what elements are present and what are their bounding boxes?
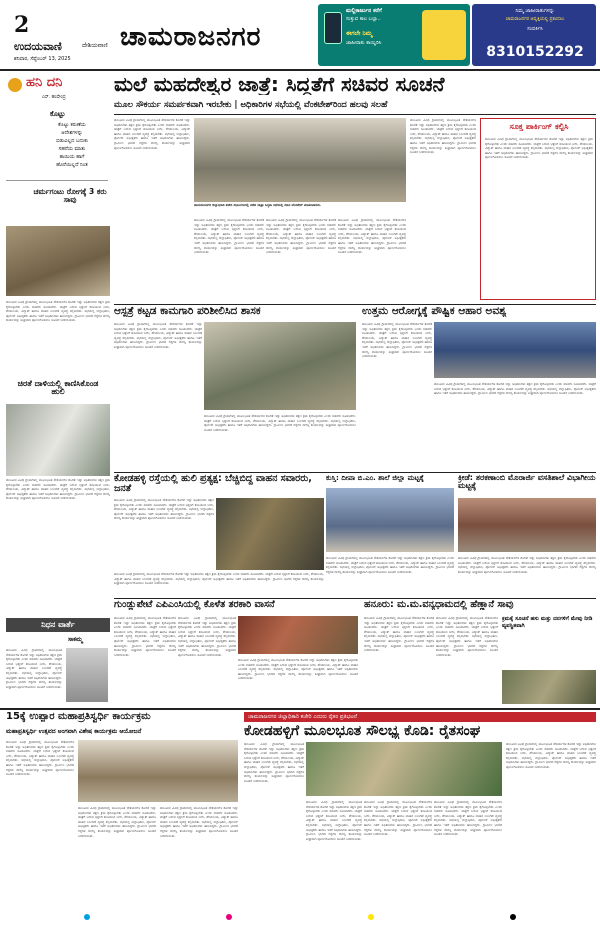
obituary-name: ಸಾಕಮ್ಮ — [68, 636, 83, 643]
parking-body: ತಾಲೂಕಿನ ವಿವಿಧ ಗ್ರಾಮಗಳಲ್ಲಿ ಮೂಲಭೂತ ಸೌಕರ್ಯಗಳ ಕೊರತೆ ಇದ್ದು ಅಧಿಕಾರಿಗಳು ತಕ್ಷಣ ಕ್ರಮ ಕೈಗೊಳ್ಳಬೇಕು ಎಂದು ಸಚಿವರು ಸೂಚಿಸಿದರು. ಜಾತ್ರೆಗೆ ಬರುವ ಭಕ್ತರಿಗೆ ಕುಡಿಯುವ ನೀರು, ಶೌಚಾಲಯ, ವಿದ್ಯುತ್ ಹಾಗೂ ವಾಹನ ನಿಲುಗಡೆ ವ್ಯವಸ್ಥೆ ಕಲ್ಪಿಸಬೇಕು. ಸಭೆಯಲ್ಲಿ ಜಿಲ್ಲಾಧಿಕಾರಿ, ಪೊಲೀಸ್ ಅಧೀಕ್ಷಕರು ಹಾಗೂ ಇತರೆ ಅಧಿಕಾರಿಗಳು ಹಾಜರಿದ್ದರು. ಗ್ರಾಮೀಣ ಭಾಗದ ರಸ್ತೆಗಳ ದುರಸ್ತಿ ಕಾರ್ಯವನ್ನು ಶೀಘ್ರವಾಗಿ ಪೂರ್ಣಗೊಳಿಸಲು ಸೂಚನೆ ನೀಡಲಾಯಿತು. — [485, 137, 593, 160]
registration-dot — [510, 914, 516, 920]
lead-body-col3: ತಾಲೂಕಿನ ವಿವಿಧ ಗ್ರಾಮಗಳಲ್ಲಿ ಮೂಲಭೂತ ಸೌಕರ್ಯಗಳ ಕೊರತೆ ಇದ್ದು ಅಧಿಕಾರಿಗಳು ತಕ್ಷಣ ಕ್ರಮ ಕೈಗೊಳ್ಳಬೇಕು ಎಂದು ಸಚಿವರು ಸೂಚಿಸಿದರು. ಜಾತ್ರೆಗೆ ಬರುವ ಭಕ್ತರಿಗೆ ಕುಡಿಯುವ ನೀರು, ಶೌಚಾಲಯ, ವಿದ್ಯುತ್ ಹಾಗೂ ವಾಹನ ನಿಲುಗಡೆ ವ್ಯವಸ್ಥೆ ಕಲ್ಪಿಸಬೇಕು. ಸಭೆಯಲ್ಲಿ ಜಿಲ್ಲಾಧಿಕಾರಿ, ಪೊಲೀಸ್ ಅಧೀಕ್ಷಕರು ಹಾಗೂ ಇತರೆ ಅಧಿಕಾರಿಗಳು ಹಾಜರಿದ್ದರು. ಗ್ರಾಮೀಣ ಭಾಗದ ರಸ್ತೆಗಳ ದುರಸ್ತಿ ಕಾರ್ಯವನ್ನು ಶೀಘ್ರವಾಗಿ ಪೂರ್ಣಗೊಳಿಸಲು ಸೂಚನೆ ನೀಡಲಾಯಿತು. — [266, 218, 336, 255]
row5-body8: ತಾಲೂಕಿನ ವಿವಿಧ ಗ್ರಾಮಗಳಲ್ಲಿ ಮೂಲಭೂತ ಸೌಕರ್ಯಗಳ ಕೊರತೆ ಇದ್ದು ಅಧಿಕಾರಿಗಳು ತಕ್ಷಣ ಕ್ರಮ ಕೈಗೊಳ್ಳಬೇಕು ಎಂದು ಸಚಿವರು ಸೂಚಿಸಿದರು. ಜಾತ್ರೆಗೆ ಬರುವ ಭಕ್ತರಿಗೆ ಕುಡಿಯುವ ನೀರು, ಶೌಚಾಲಯ, ವಿದ್ಯುತ್ ಹಾಗೂ ವಾಹನ ನಿಲುಗಡೆ ವ್ಯವಸ್ಥೆ ಕಲ್ಪಿಸಬೇಕು. ಸಭೆಯಲ್ಲಿ ಜಿಲ್ಲಾಧಿಕಾರಿ, ಪೊಲೀಸ್ ಅಧೀಕ್ಷಕರು ಹಾಗೂ ಇತರೆ ಅಧಿಕಾರಿಗಳು ಹಾಜರಿದ್ದರು. ಗ್ರಾಮೀಣ ಭಾಗದ ರಸ್ತೆಗಳ ದುರಸ್ತಿ ಕಾರ್ಯವನ್ನು ಶೀಘ್ರವಾಗಿ ಪೂರ್ಣಗೊಳಿಸಲು ಸೂಚನೆ ನೀಡಲಾಯಿತು. — [506, 742, 596, 769]
mid2-body2: ತಾಲೂಕಿನ ವಿವಿಧ ಗ್ರಾಮಗಳಲ್ಲಿ ಮೂಲಭೂತ ಸೌಕರ್ಯಗಳ ಕೊರತೆ ಇದ್ದು ಅಧಿಕಾರಿಗಳು ತಕ್ಷಣ ಕ್ರಮ ಕೈಗೊಳ್ಳಬೇಕು ಎಂದು ಸಚಿವರು ಸೂಚಿಸಿದರು. ಜಾತ್ರೆಗೆ ಬರುವ ಭಕ್ತರಿಗೆ ಕುಡಿಯುವ ನೀರು, ಶೌಚಾಲಯ, ವಿದ್ಯುತ್ ಹಾಗೂ ವಾಹನ ನಿಲುಗಡೆ ವ್ಯವಸ್ಥೆ ಕಲ್ಪಿಸಬೇಕು. ಸಭೆಯಲ್ಲಿ ಜಿಲ್ಲಾಧಿಕಾರಿ, ಪೊಲೀಸ್ ಅಧೀಕ್ಷಕರು ಹಾಗೂ ಇತರೆ ಅಧಿಕಾರಿಗಳು ಹಾಜರಿದ್ದರು. ಗ್ರಾಮೀಣ ಭಾಗದ ರಸ್ತೆಗಳ ದುರಸ್ತಿ ಕಾರ್ಯವನ್ನು ಶೀಘ್ರವಾಗಿ ಪೂರ್ಣಗೊಳಿಸಲು ಸೂಚನೆ ನೀಡಲಾಯಿತು. — [434, 382, 596, 396]
poem-line: ಸಹನೆಯ ಮಾತು — [58, 146, 86, 152]
ad2-line2: ಚಾಮರಾಜನಗರ ಆವೃತ್ತಿಯಲ್ಲಿ ಪ್ರಕಟಿಸಲು — [505, 17, 565, 22]
registration-marks — [84, 914, 516, 924]
mid2-photo — [434, 322, 596, 378]
ad2-line1: ನಿಮ್ಮ ಜಾಹೀರಾತುಗಳನ್ನು — [515, 8, 555, 14]
poem-line: ಬಿಡುವಿಲ್ಲದ ಬದುಕು — [55, 138, 89, 144]
cattle-photo — [6, 226, 110, 296]
ad-phone-number: 8310152292 — [486, 44, 584, 60]
lead-photo-caption: ಚಾಮರಾಜನಗರ ಜಿಲ್ಲಾಧಿಕಾರಿ ಕಚೇರಿ ಸಭಾಂಗಣದಲ್ಲಿ ನಡೆದ ಜಾತ್ರಾ ಸಿದ್ಧತಾ ಸಭೆಯಲ್ಲಿ ಸಚಿವ ವೆಂಕಟೇಶ್ ಮಾತನಾಡಿದರು. — [194, 203, 322, 207]
band2-rule — [114, 304, 596, 305]
row5-kicker: ಚಾಮರಾಜನಗರ ಜಿಲ್ಲಾಧಿಕಾರಿ ಕಚೇರಿ ಎದುರು ರೈತರ ಪ್ರತಿಭಟನೆ — [244, 712, 596, 722]
date-line: ಶನಿವಾರ, ಸೆಪ್ಟೆಂಬರ್ 13, 2025 — [14, 56, 71, 62]
row5-story2: ಕೋಡಹಳ್ಳಿಗೆ ಮೂಲಭೂತ ಸೌಲಭ್ಯ ಕೊಡಿ: ರೈತಸಂಘ — [244, 724, 481, 739]
lead-rule — [114, 114, 596, 115]
ad1-line4: ಜಾಹೀರಾತು ಕಾಯ್ದಿರಿಸಿ — [346, 40, 382, 46]
mid2-headline: ಉತ್ತಮ ಆರೋಗ್ಯಕ್ಕೆ ಪೌಷ್ಟಿಕ ಆಹಾರ ಅವಶ್ಯ — [362, 306, 507, 317]
ad1-line1: ಮಲ್ಲಿಕಾರ್ಜುನ ಕರೆಗೆ — [346, 8, 382, 14]
row4-body1: ತಾಲೂಕಿನ ವಿವಿಧ ಗ್ರಾಮಗಳಲ್ಲಿ ಮೂಲಭೂತ ಸೌಕರ್ಯಗಳ ಕೊರತೆ ಇದ್ದು ಅಧಿಕಾರಿಗಳು ತಕ್ಷಣ ಕ್ರಮ ಕೈಗೊಳ್ಳಬೇಕು ಎಂದು ಸಚಿವರು ಸೂಚಿಸಿದರು. ಜಾತ್ರೆಗೆ ಬರುವ ಭಕ್ತರಿಗೆ ಕುಡಿಯುವ ನೀರು, ಶೌಚಾಲಯ, ವಿದ್ಯುತ್ ಹಾಗೂ ವಾಹನ ನಿಲುಗಡೆ ವ್ಯವಸ್ಥೆ ಕಲ್ಪಿಸಬೇಕು. ಸಭೆಯಲ್ಲಿ ಜಿಲ್ಲಾಧಿಕಾರಿ, ಪೊಲೀಸ್ ಅಧೀಕ್ಷಕರು ಹಾಗೂ ಇತರೆ ಅಧಿಕಾರಿಗಳು ಹಾಜರಿದ್ದರು. ಗ್ರಾಮೀಣ ಭಾಗದ ರಸ್ತೆಗಳ ದುರಸ್ತಿ ಕಾರ್ಯವನ್ನು ಶೀಘ್ರವಾಗಿ ಪೂರ್ಣಗೊಳಿಸಲು ಸೂಚನೆ ನೀಡಲಾಯಿತು. — [114, 616, 176, 657]
band3-rule — [114, 472, 596, 473]
ad-phone-icon — [324, 12, 342, 44]
paper-name: ಉದಯವಾಣಿ — [14, 40, 62, 53]
ad-box-2 — [472, 4, 596, 66]
row5-body6: ತಾಲೂಕಿನ ವಿವಿಧ ಗ್ರಾಮಗಳಲ್ಲಿ ಮೂಲಭೂತ ಸೌಕರ್ಯಗಳ ಕೊರತೆ ಇದ್ದು ಅಧಿಕಾರಿಗಳು ತಕ್ಷಣ ಕ್ರಮ ಕೈಗೊಳ್ಳಬೇಕು ಎಂದು ಸಚಿವರು ಸೂಚಿಸಿದರು. ಜಾತ್ರೆಗೆ ಬರುವ ಭಕ್ತರಿಗೆ ಕುಡಿಯುವ ನೀರು, ಶೌಚಾಲಯ, ವಿದ್ಯುತ್ ಹಾಗೂ ವಾಹನ ನಿಲುಗಡೆ ವ್ಯವಸ್ಥೆ ಕಲ್ಪಿಸಬೇಕು. ಸಭೆಯಲ್ಲಿ ಜಿಲ್ಲಾಧಿಕಾರಿ, ಪೊಲೀಸ್ ಅಧೀಕ್ಷಕರು ಹಾಗೂ ಇತರೆ ಅಧಿಕಾರಿಗಳು ಹಾಜರಿದ್ದರು. ಗ್ರಾಮೀಣ ಭಾಗದ ರಸ್ತೆಗಳ ದುರಸ್ತಿ ಕಾರ್ಯವನ್ನು ಶೀಘ್ರವಾಗಿ ಪೂರ್ಣಗೊಳಿಸಲು ಸೂಚನೆ ನೀಡಲಾಯಿತು. — [364, 800, 432, 837]
quote-box — [502, 616, 596, 668]
masthead-rule — [0, 69, 600, 71]
registration-dot — [368, 914, 374, 920]
protest-photo — [306, 742, 502, 796]
poem-line: ತಾಯಿಯ ಹಾಗೆ — [59, 154, 85, 160]
masthead — [0, 0, 600, 70]
wrestling-photo — [326, 488, 454, 552]
mid1-photo — [204, 322, 356, 410]
row3-body4: ತಾಲೂಕಿನ ವಿವಿಧ ಗ್ರಾಮಗಳಲ್ಲಿ ಮೂಲಭೂತ ಸೌಕರ್ಯಗಳ ಕೊರತೆ ಇದ್ದು ಅಧಿಕಾರಿಗಳು ತಕ್ಷಣ ಕ್ರಮ ಕೈಗೊಳ್ಳಬೇಕು ಎಂದು ಸಚಿವರು ಸೂಚಿಸಿದರು. ಜಾತ್ರೆಗೆ ಬರುವ ಭಕ್ತರಿಗೆ ಕುಡಿಯುವ ನೀರು, ಶೌಚಾಲಯ, ವಿದ್ಯುತ್ ಹಾಗೂ ವಾಹನ ನಿಲುಗಡೆ ವ್ಯವಸ್ಥೆ ಕಲ್ಪಿಸಬೇಕು. ಸಭೆಯಲ್ಲಿ ಜಿಲ್ಲಾಧಿಕಾರಿ, ಪೊಲೀಸ್ ಅಧೀಕ್ಷಕರು ಹಾಗೂ ಇತರೆ ಅಧಿಕಾರಿಗಳು ಹಾಜರಿದ್ದರು. ಗ್ರಾಮೀಣ ಭಾಗದ ರಸ್ತೆಗಳ ದುರಸ್ತಿ ಕಾರ್ಯವನ್ನು ಶೀಘ್ರವಾಗಿ ಪೂರ್ಣಗೊಳಿಸಲು ಸೂಚನೆ ನೀಡಲಾಯಿತು. — [114, 572, 324, 586]
honey-icon — [8, 78, 22, 92]
ad1-line2: ಸುತ್ತುವ ಕಾಲ ಬಲ್ಲಾ.. — [346, 16, 381, 22]
row3-body3: ತಾಲೂಕಿನ ವಿವಿಧ ಗ್ರಾಮಗಳಲ್ಲಿ ಮೂಲಭೂತ ಸೌಕರ್ಯಗಳ ಕೊರತೆ ಇದ್ದು ಅಧಿಕಾರಿಗಳು ತಕ್ಷಣ ಕ್ರಮ ಕೈಗೊಳ್ಳಬೇಕು ಎಂದು ಸಚಿವರು ಸೂಚಿಸಿದರು. ಜಾತ್ರೆಗೆ ಬರುವ ಭಕ್ತರಿಗೆ ಕುಡಿಯುವ ನೀರು, ಶೌಚಾಲಯ, ವಿದ್ಯುತ್ ಹಾಗೂ ವಾಹನ ನಿಲುಗಡೆ ವ್ಯವಸ್ಥೆ ಕಲ್ಪಿಸಬೇಕು. ಸಭೆಯಲ್ಲಿ ಜಿಲ್ಲಾಧಿಕಾರಿ, ಪೊಲೀಸ್ ಅಧೀಕ್ಷಕರು ಹಾಗೂ ಇತರೆ ಅಧಿಕಾರಿಗಳು ಹಾಜರಿದ್ದರು. ಗ್ರಾಮೀಣ ಭಾಗದ ರಸ್ತೆಗಳ ದುರಸ್ತಿ ಕಾರ್ಯವನ್ನು ಶೀಘ್ರವಾಗಿ ಪೂರ್ಣಗೊಳಿಸಲು ಸೂಚನೆ ನೀಡಲಾಯಿತು. — [458, 556, 596, 574]
registration-dot — [226, 914, 232, 920]
tiger-photo — [216, 498, 324, 570]
mid1-headline: ಆಸ್ಪತ್ರೆ ಕಟ್ಟಡ ಕಾಮಗಾರಿ ಪರಿಶೀಲಿಸಿದ ಶಾಸಕ — [114, 306, 261, 317]
ad-box-1 — [318, 4, 470, 66]
honey-divider — [6, 180, 108, 181]
honey-title: ಹನಿ ದನಿ — [26, 76, 63, 90]
row5-story1-sub: ಮಹಾಪ್ರತಿಸ್ವರ್ಧಿ ಉತ್ಸವದ ಅಂಗವಾಗಿ ವಿಶೇಷ ಕಾರ್ಯಕ್ರಮ ಆಯೋಜನೆ — [6, 728, 142, 735]
ad1-line3: ಈಗಲೇ ನಿಮ್ಮ — [346, 30, 373, 37]
lead-subhead: ಮೂಲ ಸೌಕರ್ಯ ಸಮರ್ಪಕವಾಗಿ ಇರಬೇಕು | ಅಧಿಕಾರಿಗಳ ಸಭೆಯಲ್ಲಿ ವೆಂಕಟೇಶ್‌ರಿಂದ ಹಲವು ಸಲಹೆ — [114, 100, 388, 110]
leopard-headline: ಚಿರತೆ ದಾಳಿಯಲ್ಲಿ ಕಾಣಿಸಿಕೊಂಡ ಹುಲಿ — [17, 380, 99, 397]
obituary-title: ನಿಧನ ವಾರ್ತೆ — [6, 618, 110, 632]
elephant-photo — [502, 670, 596, 704]
band5-rule — [0, 708, 600, 710]
row3-story3: ಕ್ರೀಡೆ: ತರಕಣಾಂಬಿ ಮೊರಾರ್ಜಿ ವಸತಿಶಾಲೆ ವಿಭಾಗೀಯ ಮಟ್ಟಕ್ಕೆ — [458, 474, 596, 491]
row5-body1: ತಾಲೂಕಿನ ವಿವಿಧ ಗ್ರಾಮಗಳಲ್ಲಿ ಮೂಲಭೂತ ಸೌಕರ್ಯಗಳ ಕೊರತೆ ಇದ್ದು ಅಧಿಕಾರಿಗಳು ತಕ್ಷಣ ಕ್ರಮ ಕೈಗೊಳ್ಳಬೇಕು ಎಂದು ಸಚಿವರು ಸೂಚಿಸಿದರು. ಜಾತ್ರೆಗೆ ಬರುವ ಭಕ್ತರಿಗೆ ಕುಡಿಯುವ ನೀರು, ಶೌಚಾಲಯ, ವಿದ್ಯುತ್ ಹಾಗೂ ವಾಹನ ನಿಲುಗಡೆ ವ್ಯವಸ್ಥೆ ಕಲ್ಪಿಸಬೇಕು. ಸಭೆಯಲ್ಲಿ ಜಿಲ್ಲಾಧಿಕಾರಿ, ಪೊಲೀಸ್ ಅಧೀಕ್ಷಕರು ಹಾಗೂ ಇತರೆ ಅಧಿಕಾರಿಗಳು ಹಾಜರಿದ್ದರು. ಗ್ರಾಮೀಣ ಭಾಗದ ರಸ್ತೆಗಳ ದುರಸ್ತಿ ಕಾರ್ಯವನ್ನು ಶೀಘ್ರವಾಗಿ ಪೂರ್ಣಗೊಳಿಸಲು ಸೂಚನೆ ನೀಡಲಾಯಿತು. — [6, 740, 74, 777]
leopard-story — [6, 380, 110, 580]
ad-badge — [422, 10, 466, 60]
parking-box — [480, 118, 596, 300]
apmc-photo — [238, 616, 358, 654]
sports-photo — [458, 498, 596, 552]
row3-story2: ಕುಸ್ತಿ: ದೀಪಾ ಬಿ.ಎಂ. ಶಾಲೆ ಜಿಲ್ಲಾ ಮಟ್ಟಕ್ಕೆ — [326, 474, 424, 482]
lead-body-col4: ತಾಲೂಕಿನ ವಿವಿಧ ಗ್ರಾಮಗಳಲ್ಲಿ ಮೂಲಭೂತ ಸೌಕರ್ಯಗಳ ಕೊರತೆ ಇದ್ದು ಅಧಿಕಾರಿಗಳು ತಕ್ಷಣ ಕ್ರಮ ಕೈಗೊಳ್ಳಬೇಕು ಎಂದು ಸಚಿವರು ಸೂಚಿಸಿದರು. ಜಾತ್ರೆಗೆ ಬರುವ ಭಕ್ತರಿಗೆ ಕುಡಿಯುವ ನೀರು, ಶೌಚಾಲಯ, ವಿದ್ಯುತ್ ಹಾಗೂ ವಾಹನ ನಿಲುಗಡೆ ವ್ಯವಸ್ಥೆ ಕಲ್ಪಿಸಬೇಕು. ಸಭೆಯಲ್ಲಿ ಜಿಲ್ಲಾಧಿಕಾರಿ, ಪೊಲೀಸ್ ಅಧೀಕ್ಷಕರು ಹಾಗೂ ಇತರೆ ಅಧಿಕಾರಿಗಳು ಹಾಜರಿದ್ದರು. ಗ್ರಾಮೀಣ ಭಾಗದ ರಸ್ತೆಗಳ ದುರಸ್ತಿ ಕಾರ್ಯವನ್ನು ಶೀಘ್ರವಾಗಿ ಪೂರ್ಣಗೊಳಿಸಲು ಸೂಚನೆ ನೀಡಲಾಯಿತು. — [338, 218, 406, 255]
event-photo — [78, 740, 238, 802]
row5-body4: ತಾಲೂಕಿನ ವಿವಿಧ ಗ್ರಾಮಗಳಲ್ಲಿ ಮೂಲಭೂತ ಸೌಕರ್ಯಗಳ ಕೊರತೆ ಇದ್ದು ಅಧಿಕಾರಿಗಳು ತಕ್ಷಣ ಕ್ರಮ ಕೈಗೊಳ್ಳಬೇಕು ಎಂದು ಸಚಿವರು ಸೂಚಿಸಿದರು. ಜಾತ್ರೆಗೆ ಬರುವ ಭಕ್ತರಿಗೆ ಕುಡಿಯುವ ನೀರು, ಶೌಚಾಲಯ, ವಿದ್ಯುತ್ ಹಾಗೂ ವಾಹನ ನಿಲುಗಡೆ ವ್ಯವಸ್ಥೆ ಕಲ್ಪಿಸಬೇಕು. ಸಭೆಯಲ್ಲಿ ಜಿಲ್ಲಾಧಿಕಾರಿ, ಪೊಲೀಸ್ ಅಧೀಕ್ಷಕರು ಹಾಗೂ ಇತರೆ ಅಧಿಕಾರಿಗಳು ಹಾಜರಿದ್ದರು. ಗ್ರಾಮೀಣ ಭಾಗದ ರಸ್ತೆಗಳ ದುರಸ್ತಿ ಕಾರ್ಯವನ್ನು ಶೀಘ್ರವಾಗಿ ಪೂರ್ಣಗೊಳಿಸಲು ಸೂಚನೆ ನೀಡಲಾಯಿತು. — [244, 742, 304, 783]
band4-rule — [114, 598, 596, 599]
row3-body1: ತಾಲೂಕಿನ ವಿವಿಧ ಗ್ರಾಮಗಳಲ್ಲಿ ಮೂಲಭೂತ ಸೌಕರ್ಯಗಳ ಕೊರತೆ ಇದ್ದು ಅಧಿಕಾರಿಗಳು ತಕ್ಷಣ ಕ್ರಮ ಕೈಗೊಳ್ಳಬೇಕು ಎಂದು ಸಚಿವರು ಸೂಚಿಸಿದರು. ಜಾತ್ರೆಗೆ ಬರುವ ಭಕ್ತರಿಗೆ ಕುಡಿಯುವ ನೀರು, ಶೌಚಾಲಯ, ವಿದ್ಯುತ್ ಹಾಗೂ ವಾಹನ ನಿಲುಗಡೆ ವ್ಯವಸ್ಥೆ ಕಲ್ಪಿಸಬೇಕು. ಸಭೆಯಲ್ಲಿ ಜಿಲ್ಲಾಧಿಕಾರಿ, ಪೊಲೀಸ್ ಅಧೀಕ್ಷಕರು ಹಾಗೂ ಇತರೆ ಅಧಿಕಾರಿಗಳು ಹಾಜರಿದ್ದರು. ಗ್ರಾಮೀಣ ಭಾಗದ ರಸ್ತೆಗಳ ದುರಸ್ತಿ ಕಾರ್ಯವನ್ನು ಶೀಘ್ರವಾಗಿ ಪೂರ್ಣಗೊಳಿಸಲು ಸೂಚನೆ ನೀಡಲಾಯಿತು. — [114, 498, 214, 521]
row4-story1: ಗುಂಡ್ಲುಪೇಟೆ ಎಪಿಎಂಸಿಯಲ್ಲಿ ಕೊಳೆತ ತರಕಾರಿ ವಾಸನೆ — [114, 600, 275, 610]
lead-photo — [194, 118, 406, 202]
row4-body2: ತಾಲೂಕಿನ ವಿವಿಧ ಗ್ರಾಮಗಳಲ್ಲಿ ಮೂಲಭೂತ ಸೌಕರ್ಯಗಳ ಕೊರತೆ ಇದ್ದು ಅಧಿಕಾರಿಗಳು ತಕ್ಷಣ ಕ್ರಮ ಕೈಗೊಳ್ಳಬೇಕು ಎಂದು ಸಚಿವರು ಸೂಚಿಸಿದರು. ಜಾತ್ರೆಗೆ ಬರುವ ಭಕ್ತರಿಗೆ ಕುಡಿಯುವ ನೀರು, ಶೌಚಾಲಯ, ವಿದ್ಯುತ್ ಹಾಗೂ ವಾಹನ ನಿಲುಗಡೆ ವ್ಯವಸ್ಥೆ ಕಲ್ಪಿಸಬೇಕು. ಸಭೆಯಲ್ಲಿ ಜಿಲ್ಲಾಧಿಕಾರಿ, ಪೊಲೀಸ್ ಅಧೀಕ್ಷಕರು ಹಾಗೂ ಇತರೆ ಅಧಿಕಾರಿಗಳು ಹಾಜರಿದ್ದರು. ಗ್ರಾಮೀಣ ಭಾಗದ ರಸ್ತೆಗಳ ದುರಸ್ತಿ ಕಾರ್ಯವನ್ನು ಶೀಘ್ರವಾಗಿ ಪೂರ್ಣಗೊಳಿಸಲು ಸೂಚನೆ ನೀಡಲಾಯಿತು. — [178, 616, 236, 657]
poem-title: ಕೊಟ್ಟು — [50, 110, 66, 118]
left-story-body: ತಾಲೂಕಿನ ವಿವಿಧ ಗ್ರಾಮಗಳಲ್ಲಿ ಮೂಲಭೂತ ಸೌಕರ್ಯಗಳ ಕೊರತೆ ಇದ್ದು ಅಧಿಕಾರಿಗಳು ತಕ್ಷಣ ಕ್ರಮ ಕೈಗೊಳ್ಳಬೇಕು ಎಂದು ಸಚಿವರು ಸೂಚಿಸಿದರು. ಜಾತ್ರೆಗೆ ಬರುವ ಭಕ್ತರಿಗೆ ಕುಡಿಯುವ ನೀರು, ಶೌಚಾಲಯ, ವಿದ್ಯುತ್ ಹಾಗೂ ವಾಹನ ನಿಲುಗಡೆ ವ್ಯವಸ್ಥೆ ಕಲ್ಪಿಸಬೇಕು. ಸಭೆಯಲ್ಲಿ ಜಿಲ್ಲಾಧಿಕಾರಿ, ಪೊಲೀಸ್ ಅಧೀಕ್ಷಕರು ಹಾಗೂ ಇತರೆ ಅಧಿಕಾರಿಗಳು ಹಾಜರಿದ್ದರು. ಗ್ರಾಮೀಣ ಭಾಗದ ರಸ್ತೆಗಳ ದುರಸ್ತಿ ಕಾರ್ಯವನ್ನು ಶೀಘ್ರವಾಗಿ ಪೂರ್ಣಗೊಳಿಸಲು ಸೂಚನೆ ನೀಡಲಾಯಿತು. — [6, 300, 110, 323]
mid1-body2: ತಾಲೂಕಿನ ವಿವಿಧ ಗ್ರಾಮಗಳಲ್ಲಿ ಮೂಲಭೂತ ಸೌಕರ್ಯಗಳ ಕೊರತೆ ಇದ್ದು ಅಧಿಕಾರಿಗಳು ತಕ್ಷಣ ಕ್ರಮ ಕೈಗೊಳ್ಳಬೇಕು ಎಂದು ಸಚಿವರು ಸೂಚಿಸಿದರು. ಜಾತ್ರೆಗೆ ಬರುವ ಭಕ್ತರಿಗೆ ಕುಡಿಯುವ ನೀರು, ಶೌಚಾಲಯ, ವಿದ್ಯುತ್ ಹಾಗೂ ವಾಹನ ನಿಲುಗಡೆ ವ್ಯವಸ್ಥೆ ಕಲ್ಪಿಸಬೇಕು. ಸಭೆಯಲ್ಲಿ ಜಿಲ್ಲಾಧಿಕಾರಿ, ಪೊಲೀಸ್ ಅಧೀಕ್ಷಕರು ಹಾಗೂ ಇತರೆ ಅಧಿಕಾರಿಗಳು ಹಾಜರಿದ್ದರು. ಗ್ರಾಮೀಣ ಭಾಗದ ರಸ್ತೆಗಳ ದುರಸ್ತಿ ಕಾರ್ಯವನ್ನು ಶೀಘ್ರವಾಗಿ ಪೂರ್ಣಗೊಳಿಸಲು ಸೂಚನೆ ನೀಡಲಾಯಿತು. — [204, 414, 356, 432]
honey-byline: ಎಸ್. ಹಂಸೇಂದ್ರ — [42, 95, 66, 100]
leopard-photo — [6, 404, 110, 476]
row4-body4: ತಾಲೂಕಿನ ವಿವಿಧ ಗ್ರಾಮಗಳಲ್ಲಿ ಮೂಲಭೂತ ಸೌಕರ್ಯಗಳ ಕೊರತೆ ಇದ್ದು ಅಧಿಕಾರಿಗಳು ತಕ್ಷಣ ಕ್ರಮ ಕೈಗೊಳ್ಳಬೇಕು ಎಂದು ಸಚಿವರು ಸೂಚಿಸಿದರು. ಜಾತ್ರೆಗೆ ಬರುವ ಭಕ್ತರಿಗೆ ಕುಡಿಯುವ ನೀರು, ಶೌಚಾಲಯ, ವಿದ್ಯುತ್ ಹಾಗೂ ವಾಹನ ನಿಲುಗಡೆ ವ್ಯವಸ್ಥೆ ಕಲ್ಪಿಸಬೇಕು. ಸಭೆಯಲ್ಲಿ ಜಿಲ್ಲಾಧಿಕಾರಿ, ಪೊಲೀಸ್ ಅಧೀಕ್ಷಕರು ಹಾಗೂ ಇತರೆ ಅಧಿಕಾರಿಗಳು ಹಾಜರಿದ್ದರು. ಗ್ರಾಮೀಣ ಭಾಗದ ರಸ್ತೆಗಳ ದುರಸ್ತಿ ಕಾರ್ಯವನ್ನು ಶೀಘ್ರವಾಗಿ ಪೂರ್ಣಗೊಳಿಸಲು ಸೂಚನೆ ನೀಡಲಾಯಿತು. — [364, 616, 434, 653]
lead-body-col2: ತಾಲೂಕಿನ ವಿವಿಧ ಗ್ರಾಮಗಳಲ್ಲಿ ಮೂಲಭೂತ ಸೌಕರ್ಯಗಳ ಕೊರತೆ ಇದ್ದು ಅಧಿಕಾರಿಗಳು ತಕ್ಷಣ ಕ್ರಮ ಕೈಗೊಳ್ಳಬೇಕು ಎಂದು ಸಚಿವರು ಸೂಚಿಸಿದರು. ಜಾತ್ರೆಗೆ ಬರುವ ಭಕ್ತರಿಗೆ ಕುಡಿಯುವ ನೀರು, ಶೌಚಾಲಯ, ವಿದ್ಯುತ್ ಹಾಗೂ ವಾಹನ ನಿಲುಗಡೆ ವ್ಯವಸ್ಥೆ ಕಲ್ಪಿಸಬೇಕು. ಸಭೆಯಲ್ಲಿ ಜಿಲ್ಲಾಧಿಕಾರಿ, ಪೊಲೀಸ್ ಅಧೀಕ್ಷಕರು ಹಾಗೂ ಇತರೆ ಅಧಿಕಾರಿಗಳು ಹಾಜರಿದ್ದರು. ಗ್ರಾಮೀಣ ಭಾಗದ ರಸ್ತೆಗಳ ದುರಸ್ತಿ ಕಾರ್ಯವನ್ನು ಶೀಘ್ರವಾಗಿ ಪೂರ್ಣಗೊಳಿಸಲು ಸೂಚನೆ ನೀಡಲಾಯಿತು. — [194, 218, 264, 255]
poem-line: ಹೊರೆಯಿಲ್ಲದೆ ನಿಂತ — [56, 162, 88, 168]
row3-body2: ತಾಲೂಕಿನ ವಿವಿಧ ಗ್ರಾಮಗಳಲ್ಲಿ ಮೂಲಭೂತ ಸೌಕರ್ಯಗಳ ಕೊರತೆ ಇದ್ದು ಅಧಿಕಾರಿಗಳು ತಕ್ಷಣ ಕ್ರಮ ಕೈಗೊಳ್ಳಬೇಕು ಎಂದು ಸಚಿವರು ಸೂಚಿಸಿದರು. ಜಾತ್ರೆಗೆ ಬರುವ ಭಕ್ತರಿಗೆ ಕುಡಿಯುವ ನೀರು, ಶೌಚಾಲಯ, ವಿದ್ಯುತ್ ಹಾಗೂ ವಾಹನ ನಿಲುಗಡೆ ವ್ಯವಸ್ಥೆ ಕಲ್ಪಿಸಬೇಕು. ಸಭೆಯಲ್ಲಿ ಜಿಲ್ಲಾಧಿಕಾರಿ, ಪೊಲೀಸ್ ಅಧೀಕ್ಷಕರು ಹಾಗೂ ಇತರೆ ಅಧಿಕಾರಿಗಳು ಹಾಜರಿದ್ದರು. ಗ್ರಾಮೀಣ ಭಾಗದ ರಸ್ತೆಗಳ ದುರಸ್ತಿ ಕಾರ್ಯವನ್ನು ಶೀಘ್ರವಾಗಿ ಪೂರ್ಣಗೊಳಿಸಲು ಸೂಚನೆ ನೀಡಲಾಯಿತು. — [326, 556, 454, 574]
parking-title: ಸೂಕ್ತ ಪಾರ್ಕಿಂಗ್ ಕಲ್ಪಿಸಿ — [509, 123, 569, 131]
ad2-line3: ಸಂಪರ್ಕಿಸಿ — [527, 26, 543, 32]
row4-story2: ಹನೂರು: ಮ.ಮ.ವನ್ಯಧಾಮದಲ್ಲಿ ಹೆಣ್ಣಾನೆ ಸಾವು — [364, 600, 514, 610]
row4-body3: ತಾಲೂಕಿನ ವಿವಿಧ ಗ್ರಾಮಗಳಲ್ಲಿ ಮೂಲಭೂತ ಸೌಕರ್ಯಗಳ ಕೊರತೆ ಇದ್ದು ಅಧಿಕಾರಿಗಳು ತಕ್ಷಣ ಕ್ರಮ ಕೈಗೊಳ್ಳಬೇಕು ಎಂದು ಸಚಿವರು ಸೂಚಿಸಿದರು. ಜಾತ್ರೆಗೆ ಬರುವ ಭಕ್ತರಿಗೆ ಕುಡಿಯುವ ನೀರು, ಶೌಚಾಲಯ, ವಿದ್ಯುತ್ ಹಾಗೂ ವಾಹನ ನಿಲುಗಡೆ ವ್ಯವಸ್ಥೆ ಕಲ್ಪಿಸಬೇಕು. ಸಭೆಯಲ್ಲಿ ಜಿಲ್ಲಾಧಿಕಾರಿ, ಪೊಲೀಸ್ ಅಧೀಕ್ಷಕರು ಹಾಗೂ ಇತರೆ ಅಧಿಕಾರಿಗಳು ಹಾಜರಿದ್ದರು. ಗ್ರಾಮೀಣ ಭಾಗದ ರಸ್ತೆಗಳ ದುರಸ್ತಿ ಕಾರ್ಯವನ್ನು ಶೀಘ್ರವಾಗಿ ಪೂರ್ಣಗೊಳಿಸಲು ಸೂಚನೆ ನೀಡಲಾಯಿತು. — [238, 658, 358, 681]
row4-body5: ತಾಲೂಕಿನ ವಿವಿಧ ಗ್ರಾಮಗಳಲ್ಲಿ ಮೂಲಭೂತ ಸೌಕರ್ಯಗಳ ಕೊರತೆ ಇದ್ದು ಅಧಿಕಾರಿಗಳು ತಕ್ಷಣ ಕ್ರಮ ಕೈಗೊಳ್ಳಬೇಕು ಎಂದು ಸಚಿವರು ಸೂಚಿಸಿದರು. ಜಾತ್ರೆಗೆ ಬರುವ ಭಕ್ತರಿಗೆ ಕುಡಿಯುವ ನೀರು, ಶೌಚಾಲಯ, ವಿದ್ಯುತ್ ಹಾಗೂ ವಾಹನ ನಿಲುಗಡೆ ವ್ಯವಸ್ಥೆ ಕಲ್ಪಿಸಬೇಕು. ಸಭೆಯಲ್ಲಿ ಜಿಲ್ಲಾಧಿಕಾರಿ, ಪೊಲೀಸ್ ಅಧೀಕ್ಷಕರು ಹಾಗೂ ಇತರೆ ಅಧಿಕಾರಿಗಳು ಹಾಜರಿದ್ದರು. ಗ್ರಾಮೀಣ ಭಾಗದ ರಸ್ತೆಗಳ ದುರಸ್ತಿ ಕಾರ್ಯವನ್ನು ಶೀಘ್ರವಾಗಿ ಪೂರ್ಣಗೊಳಿಸಲು ಸೂಚನೆ ನೀಡಲಾಯಿತು. — [436, 616, 498, 657]
row5-body5: ತಾಲೂಕಿನ ವಿವಿಧ ಗ್ರಾಮಗಳಲ್ಲಿ ಮೂಲಭೂತ ಸೌಕರ್ಯಗಳ ಕೊರತೆ ಇದ್ದು ಅಧಿಕಾರಿಗಳು ತಕ್ಷಣ ಕ್ರಮ ಕೈಗೊಳ್ಳಬೇಕು ಎಂದು ಸಚಿವರು ಸೂಚಿಸಿದರು. ಜಾತ್ರೆಗೆ ಬರುವ ಭಕ್ತರಿಗೆ ಕುಡಿಯುವ ನೀರು, ಶೌಚಾಲಯ, ವಿದ್ಯುತ್ ಹಾಗೂ ವಾಹನ ನಿಲುಗಡೆ ವ್ಯವಸ್ಥೆ ಕಲ್ಪಿಸಬೇಕು. ಸಭೆಯಲ್ಲಿ ಜಿಲ್ಲಾಧಿಕಾರಿ, ಪೊಲೀಸ್ ಅಧೀಕ್ಷಕರು ಹಾಗೂ ಇತರೆ ಅಧಿಕಾರಿಗಳು ಹಾಜರಿದ್ದರು. ಗ್ರಾಮೀಣ ಭಾಗದ ರಸ್ತೆಗಳ ದುರಸ್ತಿ ಕಾರ್ಯವನ್ನು ಶೀಘ್ರವಾಗಿ ಪೂರ್ಣಗೊಳಿಸಲು ಸೂಚನೆ ನೀಡಲಾಯಿತು. — [306, 800, 362, 841]
lead-body-col1: ತಾಲೂಕಿನ ವಿವಿಧ ಗ್ರಾಮಗಳಲ್ಲಿ ಮೂಲಭೂತ ಸೌಕರ್ಯಗಳ ಕೊರತೆ ಇದ್ದು ಅಧಿಕಾರಿಗಳು ತಕ್ಷಣ ಕ್ರಮ ಕೈಗೊಳ್ಳಬೇಕು ಎಂದು ಸಚಿವರು ಸೂಚಿಸಿದರು. ಜಾತ್ರೆಗೆ ಬರುವ ಭಕ್ತರಿಗೆ ಕುಡಿಯುವ ನೀರು, ಶೌಚಾಲಯ, ವಿದ್ಯುತ್ ಹಾಗೂ ವಾಹನ ನಿಲುಗಡೆ ವ್ಯವಸ್ಥೆ ಕಲ್ಪಿಸಬೇಕು. ಸಭೆಯಲ್ಲಿ ಜಿಲ್ಲಾಧಿಕಾರಿ, ಪೊಲೀಸ್ ಅಧೀಕ್ಷಕರು ಹಾಗೂ ಇತರೆ ಅಧಿಕಾರಿಗಳು ಹಾಜರಿದ್ದರು. ಗ್ರಾಮೀಣ ಭಾಗದ ರಸ್ತೆಗಳ ದುರಸ್ತಿ ಕಾರ್ಯವನ್ನು ಶೀಘ್ರವಾಗಿ ಪೂರ್ಣಗೊಳಿಸಲು ಸೂಚನೆ ನೀಡಲಾಯಿತು. — [114, 118, 190, 150]
obituary-body: ತಾಲೂಕಿನ ವಿವಿಧ ಗ್ರಾಮಗಳಲ್ಲಿ ಮೂಲಭೂತ ಸೌಕರ್ಯಗಳ ಕೊರತೆ ಇದ್ದು ಅಧಿಕಾರಿಗಳು ತಕ್ಷಣ ಕ್ರಮ ಕೈಗೊಳ್ಳಬೇಕು ಎಂದು ಸಚಿವರು ಸೂಚಿಸಿದರು. ಜಾತ್ರೆಗೆ ಬರುವ ಭಕ್ತರಿಗೆ ಕುಡಿಯುವ ನೀರು, ಶೌಚಾಲಯ, ವಿದ್ಯುತ್ ಹಾಗೂ ವಾಹನ ನಿಲುಗಡೆ ವ್ಯವಸ್ಥೆ ಕಲ್ಪಿಸಬೇಕು. ಸಭೆಯಲ್ಲಿ ಜಿಲ್ಲಾಧಿಕಾರಿ, ಪೊಲೀಸ್ ಅಧೀಕ್ಷಕರು ಹಾಗೂ ಇತರೆ ಅಧಿಕಾರಿಗಳು ಹಾಜರಿದ್ದರು. ಗ್ರಾಮೀಣ ಭಾಗದ ರಸ್ತೆಗಳ ದುರಸ್ತಿ ಕಾರ್ಯವನ್ನು ಶೀಘ್ರವಾಗಿ ಪೂರ್ಣಗೊಳಿಸಲು ಸೂಚನೆ ನೀಡಲಾಯಿತು. — [6, 648, 62, 689]
row5-body2: ತಾಲೂಕಿನ ವಿವಿಧ ಗ್ರಾಮಗಳಲ್ಲಿ ಮೂಲಭೂತ ಸೌಕರ್ಯಗಳ ಕೊರತೆ ಇದ್ದು ಅಧಿಕಾರಿಗಳು ತಕ್ಷಣ ಕ್ರಮ ಕೈಗೊಳ್ಳಬೇಕು ಎಂದು ಸಚಿವರು ಸೂಚಿಸಿದರು. ಜಾತ್ರೆಗೆ ಬರುವ ಭಕ್ತರಿಗೆ ಕುಡಿಯುವ ನೀರು, ಶೌಚಾಲಯ, ವಿದ್ಯುತ್ ಹಾಗೂ ವಾಹನ ನಿಲುಗಡೆ ವ್ಯವಸ್ಥೆ ಕಲ್ಪಿಸಬೇಕು. ಸಭೆಯಲ್ಲಿ ಜಿಲ್ಲಾಧಿಕಾರಿ, ಪೊಲೀಸ್ ಅಧೀಕ್ಷಕರು ಹಾಗೂ ಇತರೆ ಅಧಿಕಾರಿಗಳು ಹಾಜರಿದ್ದರು. ಗ್ರಾಮೀಣ ಭಾಗದ ರಸ್ತೆಗಳ ದುರಸ್ತಿ ಕಾರ್ಯವನ್ನು ಶೀಘ್ರವಾಗಿ ಪೂರ್ಣಗೊಳಿಸಲು ಸೂಚನೆ ನೀಡಲಾಯಿತು. — [78, 806, 156, 838]
obituary-portrait — [66, 648, 108, 702]
left-story-headline: ಚರ್ಮಗಂಟು ರೋಗಕ್ಕೆ 3 ಕರು ಸಾವು — [33, 188, 107, 204]
lead-headline: ಮಲೆ ಮಹದೇಶ್ವರ ಜಾತ್ರೆ: ಸಿದ್ಧತೆಗೆ ಸಚಿವರ ಸೂಚನೆ — [114, 74, 445, 95]
obituary-box — [6, 618, 110, 708]
mid2-body: ತಾಲೂಕಿನ ವಿವಿಧ ಗ್ರಾಮಗಳಲ್ಲಿ ಮೂಲಭೂತ ಸೌಕರ್ಯಗಳ ಕೊರತೆ ಇದ್ದು ಅಧಿಕಾರಿಗಳು ತಕ್ಷಣ ಕ್ರಮ ಕೈಗೊಳ್ಳಬೇಕು ಎಂದು ಸಚಿವರು ಸೂಚಿಸಿದರು. ಜಾತ್ರೆಗೆ ಬರುವ ಭಕ್ತರಿಗೆ ಕುಡಿಯುವ ನೀರು, ಶೌಚಾಲಯ, ವಿದ್ಯುತ್ ಹಾಗೂ ವಾಹನ ನಿಲುಗಡೆ ವ್ಯವಸ್ಥೆ ಕಲ್ಪಿಸಬೇಕು. ಸಭೆಯಲ್ಲಿ ಜಿಲ್ಲಾಧಿಕಾರಿ, ಪೊಲೀಸ್ ಅಧೀಕ್ಷಕರು ಹಾಗೂ ಇತರೆ ಅಧಿಕಾರಿಗಳು ಹಾಜರಿದ್ದರು. ಗ್ರಾಮೀಣ ಭಾಗದ ರಸ್ತೆಗಳ ದುರಸ್ತಿ ಕಾರ್ಯವನ್ನು ಶೀಘ್ರವಾಗಿ ಪೂರ್ಣಗೊಳಿಸಲು ಸೂಚನೆ ನೀಡಲಾಯಿತು. — [362, 322, 432, 359]
poem-line: ಕೊಟ್ಟು ಕರುಣೆಯ — [58, 122, 86, 128]
section-title: ಚಾಮರಾಜನಗರ — [120, 24, 262, 52]
lead-body-col5: ತಾಲೂಕಿನ ವಿವಿಧ ಗ್ರಾಮಗಳಲ್ಲಿ ಮೂಲಭೂತ ಸೌಕರ್ಯಗಳ ಕೊರತೆ ಇದ್ದು ಅಧಿಕಾರಿಗಳು ತಕ್ಷಣ ಕ್ರಮ ಕೈಗೊಳ್ಳಬೇಕು ಎಂದು ಸಚಿವರು ಸೂಚಿಸಿದರು. ಜಾತ್ರೆಗೆ ಬರುವ ಭಕ್ತರಿಗೆ ಕುಡಿಯುವ ನೀರು, ಶೌಚಾಲಯ, ವಿದ್ಯುತ್ ಹಾಗೂ ವಾಹನ ನಿಲುಗಡೆ ವ್ಯವಸ್ಥೆ ಕಲ್ಪಿಸಬೇಕು. ಸಭೆಯಲ್ಲಿ ಜಿಲ್ಲಾಧಿಕಾರಿ, ಪೊಲೀಸ್ ಅಧೀಕ್ಷಕರು ಹಾಗೂ ಇತರೆ ಅಧಿಕಾರಿಗಳು ಹಾಜರಿದ್ದರು. ಗ್ರಾಮೀಣ ಭಾಗದ ರಸ್ತೆಗಳ ದುರಸ್ತಿ ಕಾರ್ಯವನ್ನು ಶೀಘ್ರವಾಗಿ ಪೂರ್ಣಗೊಳಿಸಲು ಸೂಚನೆ ನೀಡಲಾಯಿತು. — [410, 118, 476, 155]
row5-story1: 15ಕ್ಕೆ ಉಪ್ಪಾರ ಮಹಾಪ್ರತಿಸ್ವರ್ಧಿ ಕಾರ್ಯಕ್ರಮ — [6, 712, 151, 722]
quote-text: ಕ್ರಮಕ್ಕೆ ಸೂಚನೆ ಹಸು ಮತ್ತು ದನಗಳಿಗೆ ಮೇವು ನೀಡಿ ವ್ಯವಸ್ಥಿತವಾಗಿ — [502, 616, 593, 629]
page-number: 2 — [14, 12, 30, 38]
registration-dot — [84, 914, 90, 920]
mid1-body: ತಾಲೂಕಿನ ವಿವಿಧ ಗ್ರಾಮಗಳಲ್ಲಿ ಮೂಲಭೂತ ಸೌಕರ್ಯಗಳ ಕೊರತೆ ಇದ್ದು ಅಧಿಕಾರಿಗಳು ತಕ್ಷಣ ಕ್ರಮ ಕೈಗೊಳ್ಳಬೇಕು ಎಂದು ಸಚಿವರು ಸೂಚಿಸಿದರು. ಜಾತ್ರೆಗೆ ಬರುವ ಭಕ್ತರಿಗೆ ಕುಡಿಯುವ ನೀರು, ಶೌಚಾಲಯ, ವಿದ್ಯುತ್ ಹಾಗೂ ವಾಹನ ನಿಲುಗಡೆ ವ್ಯವಸ್ಥೆ ಕಲ್ಪಿಸಬೇಕು. ಸಭೆಯಲ್ಲಿ ಜಿಲ್ಲಾಧಿಕಾರಿ, ಪೊಲೀಸ್ ಅಧೀಕ್ಷಕರು ಹಾಗೂ ಇತರೆ ಅಧಿಕಾರಿಗಳು ಹಾಜರಿದ್ದರು. ಗ್ರಾಮೀಣ ಭಾಗದ ರಸ್ತೆಗಳ ದುರಸ್ತಿ ಕಾರ್ಯವನ್ನು ಶೀಘ್ರವಾಗಿ ಪೂರ್ಣಗೊಳಿಸಲು ಸೂಚನೆ ನೀಡಲಾಯಿತು. — [114, 322, 202, 349]
poem-line: ಆದೇಶಗಳನ್ನು — [61, 130, 83, 136]
edition-label: ದೇಶಿಯವಾಣಿ — [82, 42, 108, 49]
row5-body3: ತಾಲೂಕಿನ ವಿವಿಧ ಗ್ರಾಮಗಳಲ್ಲಿ ಮೂಲಭೂತ ಸೌಕರ್ಯಗಳ ಕೊರತೆ ಇದ್ದು ಅಧಿಕಾರಿಗಳು ತಕ್ಷಣ ಕ್ರಮ ಕೈಗೊಳ್ಳಬೇಕು ಎಂದು ಸಚಿವರು ಸೂಚಿಸಿದರು. ಜಾತ್ರೆಗೆ ಬರುವ ಭಕ್ತರಿಗೆ ಕುಡಿಯುವ ನೀರು, ಶೌಚಾಲಯ, ವಿದ್ಯುತ್ ಹಾಗೂ ವಾಹನ ನಿಲುಗಡೆ ವ್ಯವಸ್ಥೆ ಕಲ್ಪಿಸಬೇಕು. ಸಭೆಯಲ್ಲಿ ಜಿಲ್ಲಾಧಿಕಾರಿ, ಪೊಲೀಸ್ ಅಧೀಕ್ಷಕರು ಹಾಗೂ ಇತರೆ ಅಧಿಕಾರಿಗಳು ಹಾಜರಿದ್ದರು. ಗ್ರಾಮೀಣ ಭಾಗದ ರಸ್ತೆಗಳ ದುರಸ್ತಿ ಕಾರ್ಯವನ್ನು ಶೀಘ್ರವಾಗಿ ಪೂರ್ಣಗೊಳಿಸಲು ಸೂಚನೆ ನೀಡಲಾಯಿತು. — [160, 806, 238, 838]
row3-story1: ಕೋಡಹಳ್ಳಿ ರಸ್ತೆಯಲ್ಲಿ ಹುಲಿ ಪ್ರತ್ಯಕ್ಷ: ಬೆಚ್ಚಿಬಿದ್ದ ವಾಹನ ಸವಾರರು, ಜನತೆ — [114, 474, 312, 494]
row5-body7: ತಾಲೂಕಿನ ವಿವಿಧ ಗ್ರಾಮಗಳಲ್ಲಿ ಮೂಲಭೂತ ಸೌಕರ್ಯಗಳ ಕೊರತೆ ಇದ್ದು ಅಧಿಕಾರಿಗಳು ತಕ್ಷಣ ಕ್ರಮ ಕೈಗೊಳ್ಳಬೇಕು ಎಂದು ಸಚಿವರು ಸೂಚಿಸಿದರು. ಜಾತ್ರೆಗೆ ಬರುವ ಭಕ್ತರಿಗೆ ಕುಡಿಯುವ ನೀರು, ಶೌಚಾಲಯ, ವಿದ್ಯುತ್ ಹಾಗೂ ವಾಹನ ನಿಲುಗಡೆ ವ್ಯವಸ್ಥೆ ಕಲ್ಪಿಸಬೇಕು. ಸಭೆಯಲ್ಲಿ ಜಿಲ್ಲಾಧಿಕಾರಿ, ಪೊಲೀಸ್ ಅಧೀಕ್ಷಕರು ಹಾಗೂ ಇತರೆ ಅಧಿಕಾರಿಗಳು ಹಾಜರಿದ್ದರು. ಗ್ರಾಮೀಣ ಭಾಗದ ರಸ್ತೆಗಳ ದುರಸ್ತಿ ಕಾರ್ಯವನ್ನು ಶೀಘ್ರವಾಗಿ ಪೂರ್ಣಗೊಳಿಸಲು ಸೂಚನೆ ನೀಡಲಾಯಿತು. — [434, 800, 502, 837]
honey-column — [6, 74, 108, 224]
leopard-body: ತಾಲೂಕಿನ ವಿವಿಧ ಗ್ರಾಮಗಳಲ್ಲಿ ಮೂಲಭೂತ ಸೌಕರ್ಯಗಳ ಕೊರತೆ ಇದ್ದು ಅಧಿಕಾರಿಗಳು ತಕ್ಷಣ ಕ್ರಮ ಕೈಗೊಳ್ಳಬೇಕು ಎಂದು ಸಚಿವರು ಸೂಚಿಸಿದರು. ಜಾತ್ರೆಗೆ ಬರುವ ಭಕ್ತರಿಗೆ ಕುಡಿಯುವ ನೀರು, ಶೌಚಾಲಯ, ವಿದ್ಯುತ್ ಹಾಗೂ ವಾಹನ ನಿಲುಗಡೆ ವ್ಯವಸ್ಥೆ ಕಲ್ಪಿಸಬೇಕು. ಸಭೆಯಲ್ಲಿ ಜಿಲ್ಲಾಧಿಕಾರಿ, ಪೊಲೀಸ್ ಅಧೀಕ್ಷಕರು ಹಾಗೂ ಇತರೆ ಅಧಿಕಾರಿಗಳು ಹಾಜರಿದ್ದರು. ಗ್ರಾಮೀಣ ಭಾಗದ ರಸ್ತೆಗಳ ದುರಸ್ತಿ ಕಾರ್ಯವನ್ನು ಶೀಘ್ರವಾಗಿ ಪೂರ್ಣಗೊಳಿಸಲು ಸೂಚನೆ ನೀಡಲಾಯಿತು. — [6, 478, 110, 501]
